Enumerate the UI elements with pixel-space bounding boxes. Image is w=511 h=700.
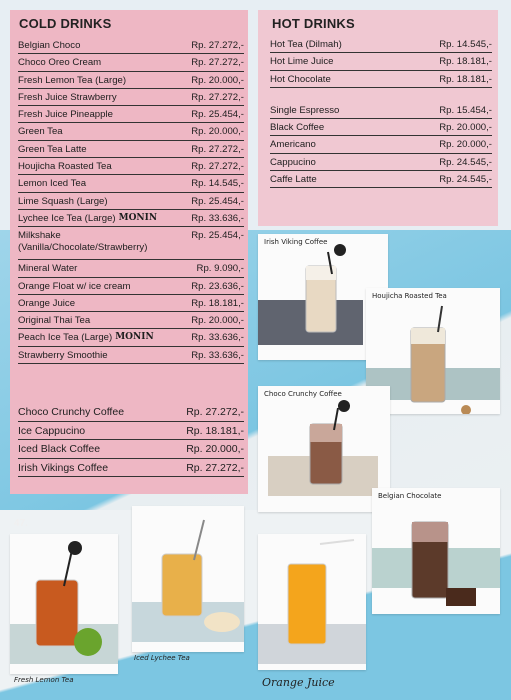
menu-item-name: Mineral Water [18,263,78,275]
menu-item-name: Orange Juice [18,297,76,309]
menu-item [18,106,244,123]
menu-item-price: Rp. 33.636,- [191,212,244,224]
menu-item [18,295,244,312]
menu-item-name: Fresh Juice Pineapple [18,109,113,121]
menu-item-price: Rp. 20.000,- [439,122,492,134]
menu-item-name: Lemon Iced Tea [18,178,87,190]
menu-item-name: Ice Cappucino [18,424,86,437]
menu-item-name: Iced Black Coffee [18,443,101,456]
orange-juice-glass-icon [258,534,366,670]
brand-logo: MONIN [118,212,158,223]
photo-iced-lychee [132,506,244,652]
menu-item-name: Green Tea Latte [18,143,87,155]
menu-item-price: Rp. 33.636,- [191,349,244,361]
menu-item [270,136,492,153]
menu-item-price: Rp. 9.090,- [196,263,244,275]
menu-item-price: Rp. 14.545,- [439,39,492,50]
menu-item [270,53,492,70]
photo-choco-crunchy [258,386,390,512]
photo-belgian [372,488,500,614]
brand-logo: MONIN [115,332,154,343]
menu-item-price: Rp. 20.000,- [191,74,244,86]
hot-drinks-panel [258,10,498,226]
menu-item [270,102,492,119]
menu-item-price: Rp. 20.000,- [191,315,244,327]
menu-item [270,36,492,53]
menu-item-price: Rp. 18.181,- [186,424,244,437]
menu-item-name: Orange Float w/ ice cream [18,280,131,292]
menu-item [18,260,244,277]
menu-item-name: Choco Crunchy Coffee [18,406,125,418]
iced-lychee-glass-icon [132,506,244,652]
menu-item-name: Hot Chocolate [270,73,331,85]
menu-item-name: Lime Squash (Large) [18,195,108,207]
menu-item [18,123,244,140]
photo-orange-juice [258,534,366,670]
menu-item-price: Rp. 24.545,- [439,174,492,186]
menu-item-price: Rp. 18.181,- [191,297,244,309]
menu-item-name: Original Thai Tea [18,315,91,327]
menu-item-name: Irish Vikings Coffee [18,461,109,474]
menu-item-name: Strawberry Smoothie [18,349,108,361]
menu-item [270,171,492,188]
menu-item [18,440,244,459]
menu-item-price: Rp. 27.272,- [186,461,244,474]
menu-item-name: Lychee Ice Tea (Large) [18,212,116,224]
cold-drinks-panel [10,10,248,494]
menu-item-name: Single Espresso [270,104,340,116]
menu-item-name: Hot Tea (Dilmah) [270,39,342,50]
menu-item-price: Rp. 20.000,- [191,126,244,138]
caption-iced-lychee: Iced Lychee Tea [134,654,190,662]
menu-item [18,72,244,89]
menu-item [18,347,244,364]
menu-item-name: Americano [270,139,316,151]
menu-item-price: Rp. 27.272,- [191,91,244,103]
menu-item-price: Rp. 27.272,- [191,143,244,155]
menu-item-price: Rp. 25.454,- [191,195,244,207]
menu-item-name: Houjicha Roasted Tea [18,161,112,173]
menu-item-name: Black Coffee [270,122,325,134]
menu-item [270,119,492,136]
hot-drinks-title: HOT DRINKS [272,16,355,31]
menu-item [18,54,244,71]
cold-drinks-list [18,37,244,364]
menu-item [18,403,244,422]
menu-item-name: Caffe Latte [270,174,317,186]
menu-item [18,175,244,192]
menu-item [270,154,492,171]
menu-item-price: Rp. 14.545,- [191,178,244,190]
menu-item [270,71,492,88]
menu-item-price: Rp. 23.636,- [191,280,244,292]
menu-item-name: Fresh Juice Strawberry [18,91,117,103]
menu-item-price: Rp. 18.181,- [439,56,492,68]
menu-item [18,37,244,54]
caption-belgian: Belgian Chocolate [378,492,442,500]
menu-item [18,329,244,346]
menu-item [18,141,244,158]
menu-item-price: Rp. 27.272,- [191,161,244,173]
caption-choco-crunchy: Choco Crunchy Coffee [264,390,342,398]
menu-item [18,193,244,210]
menu-item-price: Rp. 27.272,- [186,406,244,418]
photo-fresh-lemon [10,534,118,674]
cold-coffee-list [18,403,244,477]
caption-houjicha: Houjicha Roasted Tea [372,292,447,300]
menu-item-price: Rp. 20.000,- [186,443,244,456]
menu-item-name: Green Tea [18,126,63,138]
menu-item-price: Rp. 27.272,- [191,57,244,69]
menu-item-price: Rp. 27.272,- [191,40,244,51]
menu-item-price: Rp. 25.454,- [191,109,244,121]
list-spacer [270,88,492,102]
menu-item [18,210,244,227]
menu-item-name: Peach Ice Tea (Large) [18,332,113,344]
menu-item-name: Milkshake (Vanilla/Chocolate/Strawberry) [18,230,148,254]
menu-item-price: Rp. 20.000,- [439,139,492,151]
caption-irish-viking: Irish Viking Coffee [264,238,328,246]
menu-item-price: Rp. 15.454,- [439,104,492,116]
choco-crunchy-glass-icon [258,386,390,512]
hot-drinks-list [270,36,492,188]
menu-item [18,312,244,329]
menu-item [18,278,244,295]
menu-item [18,459,244,478]
caption-orange-juice: Orange Juice [262,676,335,689]
page-number: 47. [14,518,28,529]
menu-item [18,158,244,175]
caption-fresh-lemon: Fresh Lemon Tea [14,676,74,684]
menu-item-name: Hot Lime Juice [270,56,334,68]
menu-item-price: Rp. 33.636,- [191,332,244,344]
menu-item [18,89,244,106]
menu-item [18,422,244,441]
cold-drinks-title: COLD DRINKS [19,16,112,31]
menu-item-name: Choco Oreo Cream [18,57,102,69]
menu-item-price: Rp. 25.454,- [191,230,244,242]
menu-item-name: Belgian Choco [18,40,81,51]
belgian-glass-icon [372,488,500,614]
fresh-lemon-glass-icon [10,534,118,674]
menu-item-name: Cappucino [270,156,316,168]
menu-item-name: Fresh Lemon Tea (Large) [18,74,127,86]
menu-item-price: Rp. 18.181,- [439,73,492,85]
menu-item [18,227,244,260]
menu-item-price: Rp. 24.545,- [439,156,492,168]
